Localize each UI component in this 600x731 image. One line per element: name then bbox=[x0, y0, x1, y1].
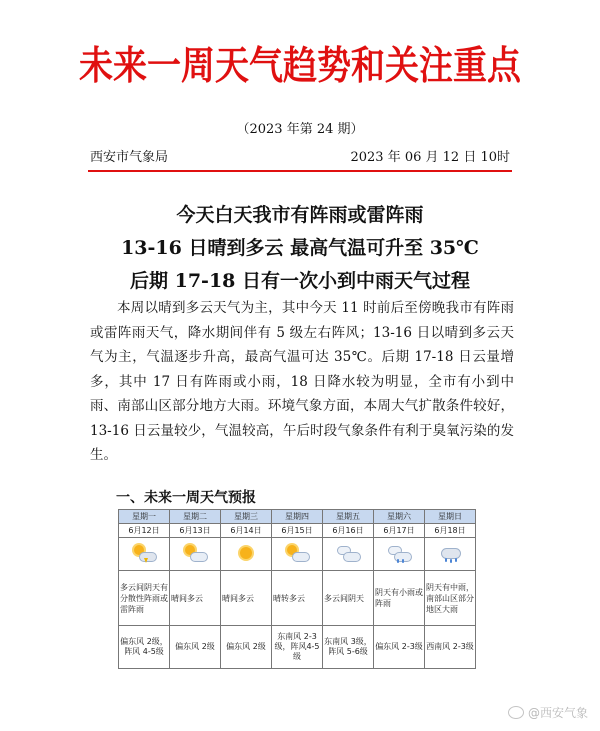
wind-cell: 偏东风 2-3级 bbox=[374, 626, 425, 669]
date-cell: 6月14日 bbox=[221, 524, 272, 538]
weibo-icon bbox=[508, 706, 524, 719]
wind-row bbox=[119, 626, 476, 669]
watermark bbox=[508, 704, 588, 721]
weather-cell: 多云间阴天 bbox=[323, 571, 374, 626]
weekday-cell: 星期三 bbox=[221, 510, 272, 524]
section-title: 一、未来一周天气预报 bbox=[116, 490, 256, 506]
weather-cell: 晴间多云 bbox=[170, 571, 221, 626]
shower-icon bbox=[387, 543, 411, 563]
weather-cell: 晴间多云 bbox=[221, 571, 272, 626]
document-title: 未来一周天气趋势和关注重点 bbox=[79, 43, 521, 90]
weekday-cell: 星期二 bbox=[170, 510, 221, 524]
rain-icon bbox=[438, 543, 462, 563]
date-cell: 6月12日 bbox=[119, 524, 170, 538]
watermark-text: @西安气象 bbox=[527, 706, 588, 720]
wind-cell: 西南风 2-3级 bbox=[425, 626, 476, 669]
headline-2: 13-16 日晴到多云 最高气温可升至 35℃ bbox=[121, 237, 479, 259]
meta-row bbox=[90, 146, 510, 165]
issue-datetime: 2023 年 06 月 12 日 10时 bbox=[350, 150, 510, 165]
body-paragraph: 本周以晴到多云天气为主，其中今天 11 时前后至傍晚我市有阵雨或雷阵雨天气，降水期间伴有 5 级左右阵风；13-16 日以晴到多云天气为主，气温逐步升高，最高气温可达 35℃。后期 17-18 日云量增多，其中 17 日有阵雨或小雨，18 日降水较为明显，全市有小到中雨、南部山区部分地方大雨。环境气象方面，本周大气扩散条件较好，13-16 日云量较少，气温较高，午后时段气象条件有利于臭氧污染的发生。 bbox=[90, 300, 514, 463]
headline-3: 后期 17-18 日有一次小到中雨天气过程 bbox=[130, 270, 470, 292]
date-row bbox=[119, 524, 476, 538]
partly-cloudy-icon bbox=[183, 543, 207, 563]
thunder-shower-icon bbox=[132, 543, 156, 563]
sunny-to-cloudy-icon bbox=[285, 543, 309, 563]
red-divider bbox=[88, 170, 512, 172]
wind-cell: 偏东风 2级 bbox=[221, 626, 272, 669]
weather-row bbox=[119, 571, 476, 626]
weather-cell: 阴天有中雨，南部山区部分地区大雨 bbox=[425, 571, 476, 626]
date-cell: 6月15日 bbox=[272, 524, 323, 538]
date-cell: 6月16日 bbox=[323, 524, 374, 538]
weekday-cell: 星期日 bbox=[425, 510, 476, 524]
sunny-icon bbox=[234, 543, 258, 563]
icon-row bbox=[119, 538, 476, 571]
date-cell: 6月17日 bbox=[374, 524, 425, 538]
weekday-cell: 星期五 bbox=[323, 510, 374, 524]
weather-cell: 阴天有小雨或阵雨 bbox=[374, 571, 425, 626]
wind-cell: 东南风 2-3级，阵风4-5级 bbox=[272, 626, 323, 669]
wind-cell: 偏东风 2级，阵风 4-5级 bbox=[119, 626, 170, 669]
cloudy-icon bbox=[336, 543, 360, 563]
issuer: 西安市气象局 bbox=[90, 150, 169, 165]
weekday-cell: 星期六 bbox=[374, 510, 425, 524]
forecast-table bbox=[118, 509, 476, 669]
date-cell: 6月13日 bbox=[170, 524, 221, 538]
weekday-cell: 星期四 bbox=[272, 510, 323, 524]
wind-cell: 东南风 3级，阵风 5-6级 bbox=[323, 626, 374, 669]
weekday-row bbox=[119, 510, 476, 524]
weather-cell: 多云间阴天有分散性阵雨或雷阵雨 bbox=[119, 571, 170, 626]
date-cell: 6月18日 bbox=[425, 524, 476, 538]
weekday-cell: 星期一 bbox=[119, 510, 170, 524]
issue-number: （2023 年第 24 期） bbox=[236, 122, 364, 137]
wind-cell: 偏东风 2级 bbox=[170, 626, 221, 669]
headline-1: 今天白天我市有阵雨或雷阵雨 bbox=[176, 204, 424, 226]
weather-cell: 晴转多云 bbox=[272, 571, 323, 626]
